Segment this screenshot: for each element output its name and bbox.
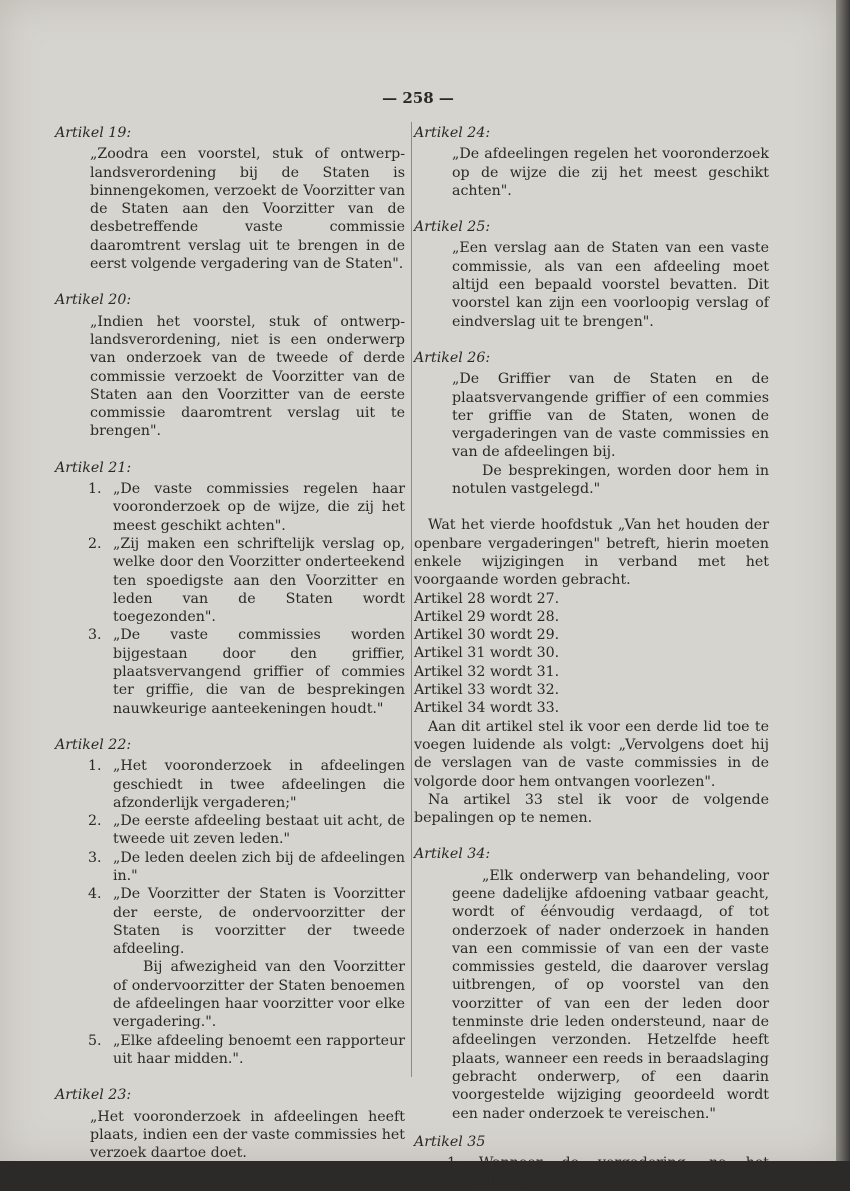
new-article-paragraph: Na artikel 33 stel ik voor de volgende bepalingen op te nemen. — [414, 791, 769, 827]
article-35-list — [414, 1154, 769, 1191]
article-22-heading: Artikel 22: — [55, 736, 132, 753]
list-item: Artikel 29 wordt 28. — [414, 608, 560, 625]
article-20-text: „Indien het voorstel, stuk of ontwerp-landsverordening, niet is een onderwerp van onderzoek van de tweede of derde commissie verzoekt de Voorzitter van de Staten aan den Voorzitter van de eerste commissie daaromtrent verslag uit te brengen". — [90, 313, 405, 440]
article-19-text: „Zoodra een voorstel, stuk of ontwerp-landsverordening bij de Staten is binnengekomen, verzoekt de Voorzitter van de Staten aan den Voorzitter van de desbetreffende vaste commissie daaromtrent verslag uit te brengen in de eerst volgende vergadering van de Staten". — [90, 146, 405, 273]
article-19-heading: Artikel 19: — [55, 125, 132, 141]
article-26-heading: Artikel 26: — [414, 349, 491, 366]
article-21-list — [55, 480, 405, 718]
page-edge — [836, 0, 850, 1161]
right-column — [414, 124, 769, 1191]
list-item: 1. „Het vooronderzoek in afdeelingen geschiedt in twee afdeelingen die afzonderlijk vergaderen;" — [88, 758, 405, 811]
renumbering-list — [414, 590, 769, 718]
article-34-text: „Elk onderwerp van behandeling, voor geene dadelijke afdoening vatbaar geacht, wordt of éénvoudig verdaagd, of tot onderzoek of nader onderzoek in handen van een commissie of van een der vaste commissies gesteld, die daarover verslag uitbrengen, of op voorstel van den voorzitter of van een der leden door tenminste drie leden ondersteund, naar de afdeelingen verzonden. Hetzelfde heeft plaats, wanneer een reeds in beraadslaging gebracht onderwerp, of een daarin voorgestelde wijziging geoordeeld wordt een nader onderzoek te vereischen." — [452, 867, 769, 1122]
article-22-item-4-sub: Bij afwezigheid van den Voorzitter of ondervoorzitter der Staten benoemen de afdeelingen haar voorzitter voor elke vergadering.". — [113, 959, 405, 1031]
article-23-text: „Het vooronderzoek in afdeelingen heeft plaats, indien een der vaste commissies het verzoek daartoe doet. — [90, 1108, 405, 1162]
list-item: 1. „Wanneer de vergadering, na het uitbren- — [447, 1155, 769, 1190]
article-26-text-2: De besprekingen, worden door hem in notulen vastgelegd." — [452, 462, 769, 498]
article-23-heading: Artikel 23: — [55, 1087, 132, 1104]
article-25-text: „Een verslag aan de Staten van een vaste commissie, als van een afdeeling moet altijd een bepaald voorstel bevatten. Dit voorstel kan zijn een voorloopig verslag of eindverslag uit te brengen". — [452, 240, 769, 330]
list-item: 4. „De Voorzitter der Staten is Voorzitter der eerste, de ondervoorzitter der Staten is voorzitter der tweede afdeeling. Bij afwezigheid van den Voorzitter of ondervoorzitter der Staten benoemen de afdeelingen haar voorzitter voor elke vergadering.". — [88, 886, 405, 1031]
article-26-text: „De Griffier van de Staten en de plaatsvervangende griffier of een commies ter griffie van de Staten, wonen de vergaderingen van de vaste commissies en van de afdeelingen bij. — [452, 371, 769, 461]
list-item: 3. „De leden deelen zich bij de afdeelingen in." — [88, 849, 405, 884]
addition-paragraph: Aan dit artikel stel ik voor een derde lid toe te voegen luidende als volgt: „Vervolgens doet hij de verslagen van de vaste commissies in de volgorde door hem ontvangen voorlezen". — [414, 718, 769, 790]
list-item: Artikel 34 wordt 33. — [414, 700, 560, 717]
list-item: 2. „De eerste afdeeling bestaat uit acht, de tweede uit zeven leden." — [88, 813, 405, 848]
list-item: Artikel 33 wordt 32. — [414, 682, 560, 699]
list-item: Artikel 31 wordt 30. — [414, 645, 560, 662]
article-35-heading: Artikel 35 — [414, 1133, 486, 1150]
list-item: 1. „De vaste commissies regelen haar vooronderzoek op de wijze, die zij het meest geschikt achten". — [88, 481, 405, 534]
list-item: Artikel 30 wordt 29. — [414, 627, 560, 644]
article-24-heading: Artikel 24: — [414, 125, 491, 141]
article-34-heading: Artikel 34: — [414, 846, 491, 863]
list-item: 3. „De vaste commissies worden bijgestaan door den griffier, plaatsvervangend griffier of commies ter griffie, die van de besprekingen nauwkeurige aanteekeningen houdt." — [88, 627, 405, 717]
column-divider — [411, 122, 412, 1077]
article-22-list — [55, 757, 405, 1068]
article-24-text: „De afdeelingen regelen het vooronderzoek op de wijze die zij het meest geschikt achten". — [452, 146, 769, 199]
page-number: — 258 — — [382, 89, 454, 107]
list-item: Artikel 32 wordt 31. — [414, 663, 560, 680]
left-column — [55, 124, 405, 1162]
chapter-paragraph: Wat het vierde hoofdstuk „Van het houden der openbare vergaderingen" betreft, hierin moeten enkele wijzigingen in verband met het voorgaande worden gebracht. — [414, 517, 769, 589]
article-25-heading: Artikel 25: — [414, 219, 491, 236]
list-item: 5. „Elke afdeeling benoemt een rapporteur uit haar midden.". — [88, 1032, 405, 1067]
article-21-heading: Artikel 21: — [55, 459, 132, 476]
article-20-heading: Artikel 20: — [55, 292, 132, 309]
list-item: 2. „Zij maken een schriftelijk verslag op, welke door den Voorzitter onderteekend ten spoedigste aan den Voorzitter en leden van de Staten wordt toegezonden". — [88, 535, 405, 626]
list-item: Artikel 28 wordt 27. — [414, 590, 560, 607]
article-26-block — [414, 370, 769, 498]
article-34-block — [414, 867, 769, 1123]
